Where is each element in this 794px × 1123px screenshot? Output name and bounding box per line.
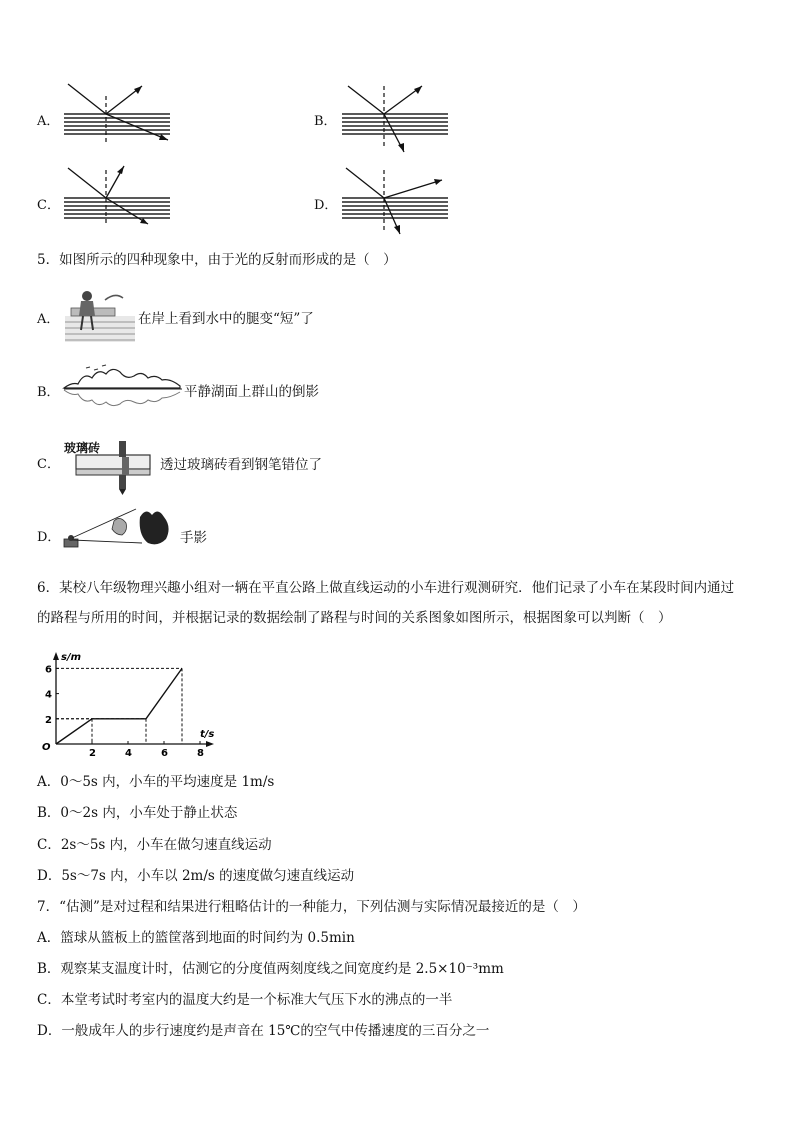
origin-label: O — [42, 742, 51, 753]
q6-option-a: A．0～5s 内，小车的平均速度是 1m/s — [37, 774, 275, 790]
q5-option-b-caption: 平静湖面上群山的倒影 — [184, 384, 319, 400]
q4-option-a-label: A． — [37, 114, 60, 129]
q5-option-a-label: A． — [37, 312, 60, 327]
y-tick-label: 2 — [45, 714, 52, 726]
q5-option-c-label: C． — [37, 457, 60, 472]
hand-shadow-icon — [62, 505, 174, 551]
q5-option-a-caption: 在岸上看到水中的腿变“短”了 — [138, 311, 314, 327]
q6-stem-line2: 的路程与所用的时间，并根据记录的数据绘制了路程与时间的关系图象如图所示，根据图象可以判断（ ） — [37, 610, 672, 626]
q4-option-d-label: D． — [314, 198, 338, 213]
q4-option-a-diagram — [62, 80, 172, 152]
q7-option-a: A．篮球从篮板上的篮筐落到地面的时间约为 0.5min — [37, 930, 355, 946]
y-axis-label: s/m — [61, 652, 82, 663]
series-line-0 — [56, 668, 182, 744]
q7-option-c: C．本堂考试时考室内的温度大约是一个标准大气压下水的沸点的一半 — [37, 992, 453, 1008]
x-tick-label: 4 — [125, 748, 132, 759]
q4-option-c-diagram — [62, 162, 172, 234]
x-axis-label: t/s — [200, 729, 215, 740]
q7-option-b: B．观察某支温度计时，估测它的分度值两刻度线之间宽度约是 2.5×10⁻³mm — [37, 961, 504, 977]
swimmer-icon — [65, 286, 135, 344]
x-tick-label: 8 — [197, 748, 204, 759]
q4-option-b-label: B． — [314, 114, 337, 129]
q7-option-d: D．一般成年人的步行速度约是声音在 15℃的空气中传播速度的三百分之一 — [37, 1023, 490, 1039]
q4-option-c-label: C． — [37, 198, 60, 213]
x-tick-label: 2 — [89, 748, 96, 759]
mountain-reflection-icon — [64, 364, 182, 410]
q5-stem: 5．如图所示的四种现象中，由于光的反射而形成的是（ ） — [37, 252, 397, 268]
q5-option-d-caption: 手影 — [180, 530, 207, 546]
q6-option-b: B．0～2s 内，小车处于静止状态 — [37, 805, 238, 821]
q5-option-c-caption: 透过玻璃砖看到钢笔错位了 — [160, 457, 322, 473]
glass-brick-label: 玻璃砖 — [64, 441, 101, 455]
q4-option-b-diagram — [340, 80, 450, 156]
q4-option-d-diagram — [340, 162, 450, 238]
q6-option-d: D．5s～7s 内，小车以 2m/s 的速度做匀速直线运动 — [37, 868, 355, 884]
y-tick-label: 4 — [45, 689, 52, 701]
y-tick-label: 6 — [45, 664, 52, 676]
y-axis-arrow — [53, 652, 59, 660]
glass-brick-pen-icon — [64, 437, 154, 497]
q5-option-d-label: D． — [37, 530, 61, 545]
distance-time-chart — [40, 650, 220, 765]
q6-stem-line1: 6．某校八年级物理兴趣小组对一辆在平直公路上做直线运动的小车进行观测研究．他们记录了小车在某段时间内通过 — [37, 580, 735, 596]
q7-stem: 7．“估测”是对过程和结果进行粗略估计的一种能力，下列估测与实际情况最接近的是（ ） — [37, 899, 586, 915]
q6-option-c: C．2s～5s 内，小车在做匀速直线运动 — [37, 837, 272, 853]
q5-option-b-label: B． — [37, 385, 60, 400]
x-tick-label: 6 — [161, 748, 168, 759]
x-axis-arrow — [206, 741, 214, 747]
